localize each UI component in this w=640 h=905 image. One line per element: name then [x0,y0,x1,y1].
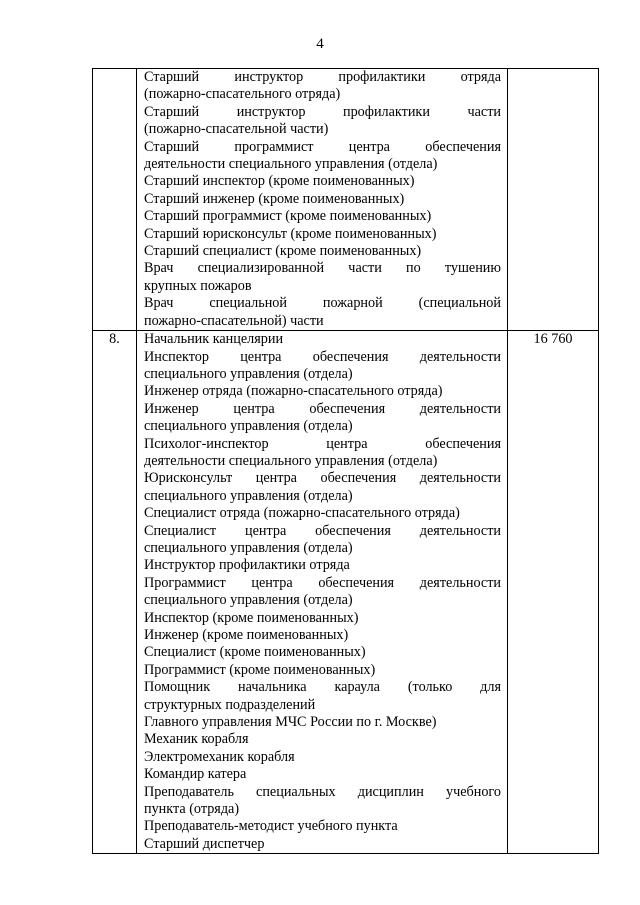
position-line: (пожарно-спасательной части) [144,121,329,138]
position-line: пожарно-спасательной) части [144,312,324,329]
position-line: специального управления (отдела) [144,487,353,504]
positions-table [92,68,599,854]
position-line: Преподаватель специальных дисциплин учебного [144,783,501,800]
position-line: специального управления (отдела) [144,418,353,435]
position-line: Специалист центра обеспечения деятельности [144,522,501,539]
row-number [93,69,137,331]
positions-cell [137,69,508,331]
position-line: деятельности специального управления (отдела) [144,452,438,469]
position-line: Старший специалист (кроме поименованных) [144,243,422,260]
position-line: Инженер (кроме поименованных) [144,627,349,643]
position-line: Старший инструктор профилактики части [144,103,501,120]
position-line: специального управления (отдела) [144,592,353,609]
position-line: пункта (отряда) [144,801,240,818]
position-line: деятельности специального управления (отдела) [144,156,438,173]
table-row [93,331,599,854]
position-line: Старший юрисконсульт (кроме поименованных) [144,225,437,242]
position-line: специального управления (отдела) [144,539,353,556]
salary-value: 16 760 [508,331,599,854]
position-line: структурных подразделений [144,696,316,713]
table-row [93,69,599,331]
page-number: 4 [316,36,324,52]
positions-cell [137,331,508,854]
position-line: Командир катера [144,766,247,783]
position-line: Инженер центра обеспечения деятельности [144,400,501,417]
position-line: Старший инструктор профилактики отряда [144,69,501,85]
position-line: Инспектор центра обеспечения деятельности [144,348,501,365]
position-line: Специалист отряда (пожарно-спасательного отряда) [144,505,460,522]
position-line: специального управления (отдела) [144,365,353,382]
position-line: Старший инженер (кроме поименованных) [144,190,405,207]
position-line: Программист (кроме поименованных) [144,661,376,678]
position-line: Главного управления МЧС России по г. Москве) [144,714,437,731]
position-line: Помощник начальника караула (только для [144,679,501,696]
position-line: Инструктор профилактики отряда [144,557,350,574]
position-line: Специалист (кроме поименованных) [144,644,366,661]
position-line: Психолог-инспектор центра обеспечения [144,435,501,452]
position-line: Инженер отряда (пожарно-спасательного отряда) [144,383,443,400]
position-line: Инспектор (кроме поименованных) [144,609,359,626]
position-line: Старший программист (кроме поименованных) [144,208,432,225]
position-line: Старший диспетчер [144,835,265,852]
position-line: Программист центра обеспечения деятельности [144,574,501,591]
position-line: Электромеханик корабля [144,748,295,765]
position-line: Механик корабля [144,731,249,748]
position-line: Преподаватель-методист учебного пункта [144,818,398,835]
position-line: крупных пожаров [144,277,252,294]
row-number: 8. [93,331,137,854]
position-line: Врач специальной пожарной (специальной [144,295,501,312]
salary-value [508,69,599,331]
position-line: Старший программист центра обеспечения [144,138,501,155]
position-line: (пожарно-спасательного отряда) [144,86,341,103]
position-line: Юрисконсульт центра обеспечения деятельности [144,470,501,487]
position-line: Начальник канцелярии [144,331,284,348]
position-line: Врач специализированной части по тушению [144,260,501,277]
position-line: Старший инспектор (кроме поименованных) [144,173,415,190]
